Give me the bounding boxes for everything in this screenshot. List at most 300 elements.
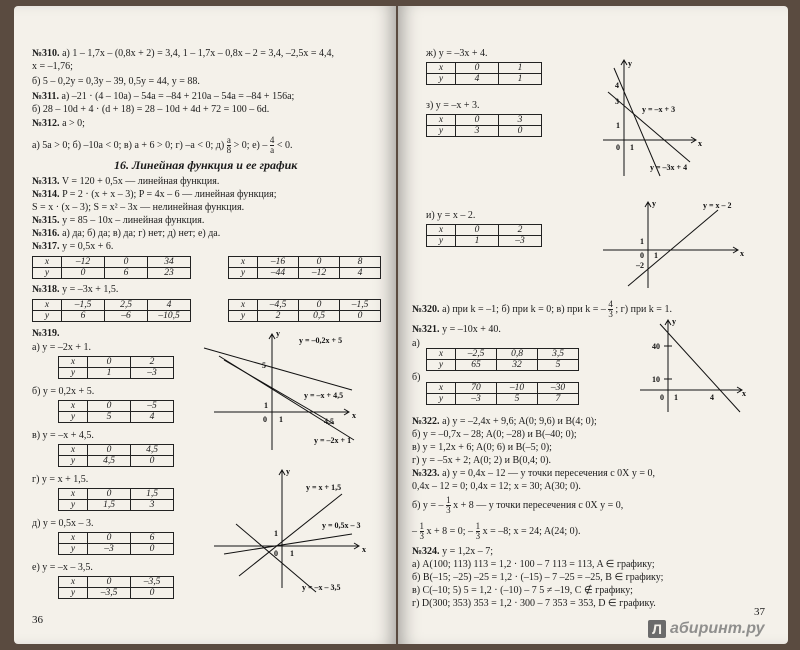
- task-text: ; г) при k = 1.: [615, 303, 672, 315]
- task-323-c: [412, 522, 581, 541]
- table-cell: 0: [88, 357, 131, 368]
- axis-label: y: [652, 199, 656, 208]
- table-cell: –5: [131, 401, 174, 412]
- table-row: [59, 588, 174, 599]
- table-cell: 4: [340, 268, 381, 279]
- table-row: [59, 500, 174, 511]
- table-cell: 0,5: [299, 311, 340, 322]
- table-row: [427, 74, 542, 85]
- tick-label: 3: [615, 97, 619, 106]
- table-cell: –1,5: [340, 300, 381, 311]
- table-cell: 0: [131, 588, 174, 599]
- table-cell: y: [59, 456, 88, 467]
- value-table-317-2: [228, 256, 381, 279]
- table-cell: y: [59, 544, 88, 555]
- numerator: 4: [269, 135, 275, 145]
- tick-label: 1: [616, 121, 620, 130]
- table-cell: y: [427, 126, 456, 137]
- table-cell: 2: [131, 357, 174, 368]
- line-y-neg0.2x-plus5: [204, 348, 352, 390]
- table-cell: y: [427, 236, 456, 247]
- text: x + 8 — у точки пересечения с 0X y = 0,: [453, 499, 624, 511]
- task-319-e: е) y = –x – 3,5.: [32, 562, 93, 573]
- table-cell: 23: [148, 268, 191, 279]
- table-cell: 6: [62, 311, 105, 322]
- task-319-number: №319.: [32, 328, 60, 339]
- task-text: y = 1,2x – 7;: [442, 546, 493, 557]
- table-cell: 32: [497, 360, 538, 371]
- table-row: [427, 225, 542, 236]
- task-text: V = 120 + 0,5x — линейная функция.: [61, 176, 220, 187]
- denominator: 3: [446, 505, 451, 515]
- task-312-line1: [32, 118, 85, 130]
- task-314-line1: [32, 189, 277, 201]
- text: –: [412, 525, 417, 537]
- table-row: [59, 577, 174, 588]
- table-row: [59, 357, 174, 368]
- tick-label: 1: [674, 393, 678, 402]
- task-number: №317.: [32, 241, 60, 252]
- line-y-x-minus2: [628, 210, 718, 286]
- table-cell: y: [33, 311, 62, 322]
- denominator: a: [270, 145, 275, 155]
- table-cell: y: [427, 360, 456, 371]
- table-cell: x: [229, 257, 258, 268]
- task-number: №320.: [412, 303, 440, 315]
- tick-label: 1: [290, 549, 294, 558]
- table-cell: x: [59, 533, 88, 544]
- axis-label: y: [276, 329, 280, 338]
- tick-label: 4: [710, 393, 714, 402]
- axis-label: x: [362, 545, 366, 554]
- task-319-b: б) y = 0,2x + 5.: [32, 386, 95, 397]
- value-table-319-v: [58, 444, 174, 467]
- table-cell: –3,5: [131, 577, 174, 588]
- page-number: 37: [754, 606, 765, 618]
- table-cell: 0: [499, 126, 542, 137]
- table-cell: –3: [131, 368, 174, 379]
- table-cell: –10,5: [148, 311, 191, 322]
- numerator: 4: [608, 299, 613, 309]
- tick-label: 0: [640, 251, 644, 260]
- table-cell: 0: [131, 544, 174, 555]
- table-cell: x: [59, 401, 88, 412]
- value-table-319-a: [58, 356, 174, 379]
- task-315: [32, 215, 204, 227]
- table-cell: y: [59, 588, 88, 599]
- table-cell: x: [427, 349, 456, 360]
- task-316: [32, 228, 220, 240]
- table-row: [59, 489, 174, 500]
- table-cell: 0: [131, 456, 174, 467]
- table-row: [229, 257, 381, 268]
- denominator: 8: [226, 145, 232, 155]
- table-row: [427, 236, 542, 247]
- table-row: [59, 544, 174, 555]
- table-cell: 3: [131, 500, 174, 511]
- task-314-line2: S = x · (x – 3); S = x² – 3x — нелинейная функция.: [32, 202, 245, 213]
- task-number: №315.: [32, 215, 60, 226]
- task-number: №324.: [412, 546, 440, 557]
- table-row: [59, 456, 174, 467]
- graph-label: y = –x + 4,5: [304, 391, 344, 400]
- task-text: а) y = –2,4x + 9,6; A(0; 9,6) и B(4; 0);: [442, 416, 597, 427]
- task-321: [412, 324, 501, 336]
- table-cell: x: [33, 257, 62, 268]
- table-cell: 6: [131, 533, 174, 544]
- table-row: [427, 63, 542, 74]
- task-321-a: а): [412, 338, 420, 349]
- graph-label: y = –3x + 4: [650, 163, 688, 172]
- task-number: №318.: [32, 284, 60, 295]
- table-cell: –16: [258, 257, 299, 268]
- task-319-zh: ж) y = –3x + 4.: [426, 48, 488, 59]
- graph-319-gde: [194, 466, 384, 596]
- task-324: [412, 546, 493, 558]
- table-cell: 0: [88, 577, 131, 588]
- task-319-i: и) y = x – 2.: [426, 210, 476, 221]
- table-cell: 6: [105, 268, 148, 279]
- graph-319-abv: [184, 328, 384, 458]
- table-cell: 3,5: [538, 349, 579, 360]
- tick-label: 1: [274, 529, 278, 538]
- table-row: [427, 126, 542, 137]
- table-cell: 0: [62, 268, 105, 279]
- tick-label: 1: [279, 415, 283, 424]
- table-cell: y: [427, 74, 456, 85]
- value-table-319-z: [426, 114, 542, 137]
- table-cell: 0: [456, 115, 499, 126]
- table-cell: x: [427, 115, 456, 126]
- table-cell: 0: [88, 401, 131, 412]
- task-text: y = –10x + 40.: [442, 324, 501, 335]
- table-cell: 8: [340, 257, 381, 268]
- task-number: №313.: [32, 176, 60, 187]
- task-text: а) y = 0,4x – 12 — у точки пересечения с 0X y = 0,: [442, 468, 655, 479]
- line-y-neg3x-plus4: [614, 68, 660, 176]
- watermark-logo: Л: [648, 620, 666, 638]
- fraction: [270, 136, 275, 155]
- numerator: a: [226, 135, 231, 145]
- text: > 0; е) –: [233, 139, 268, 151]
- table-cell: x: [427, 63, 456, 74]
- table-cell: 0: [88, 533, 131, 544]
- task-323-a: [412, 468, 655, 480]
- graph-319-i: [598, 196, 758, 291]
- table-cell: 7: [538, 394, 579, 405]
- table-cell: 2: [499, 225, 542, 236]
- value-table-321-a: [426, 348, 579, 371]
- task-number: №311.: [32, 91, 59, 102]
- value-table-319-g: [58, 488, 174, 511]
- denominator: 3: [419, 531, 424, 541]
- axis-label: x: [352, 411, 356, 420]
- graph-label: y = –0,2x + 5: [299, 336, 343, 345]
- task-322-v: в) y = 1,2x + 6; A(0; 6) и B(–5; 0);: [412, 442, 552, 453]
- graph-label: y = –2x + 1: [314, 436, 352, 445]
- table-cell: –12: [62, 257, 105, 268]
- table-cell: 0,8: [497, 349, 538, 360]
- fraction: [227, 136, 232, 155]
- table-cell: 4: [456, 74, 499, 85]
- watermark: [648, 618, 788, 640]
- table-row: [59, 445, 174, 456]
- text: а) 5a > 0; б) –10a < 0; в) a + 6 > 0; г) –a < 0; д): [32, 139, 225, 151]
- table-cell: –3: [456, 394, 497, 405]
- numerator: 1: [446, 495, 451, 505]
- table-cell: x: [427, 225, 456, 236]
- table-cell: y: [59, 412, 88, 423]
- table-cell: 3: [499, 115, 542, 126]
- task-text: а) 1 – 1,7x – (0,8x + 2) = 3,4, 1 – 1,7x – 0,8x – 2 = 3,4, –2,5x = 4,4,: [62, 48, 335, 59]
- table-row: [33, 268, 191, 279]
- table-row: [427, 360, 579, 371]
- table-cell: x: [229, 300, 258, 311]
- tick-label: 10: [652, 375, 660, 384]
- value-table-321-b: [426, 382, 579, 405]
- table-cell: 2: [258, 311, 299, 322]
- table-row: [427, 394, 579, 405]
- task-313: [32, 176, 219, 188]
- right-page: [398, 6, 788, 644]
- table-cell: 1: [499, 74, 542, 85]
- graph-label: y = x – 2: [703, 201, 732, 210]
- tick-label: 0: [616, 143, 620, 152]
- task-321-b: б): [412, 372, 421, 383]
- task-text: P = 2 · (x + x – 3); P = 4x – 6 — линейная функция;: [62, 189, 277, 200]
- tick-label: 0: [660, 393, 664, 402]
- table-cell: x: [59, 357, 88, 368]
- table-cell: –12: [299, 268, 340, 279]
- table-cell: –3,5: [88, 588, 131, 599]
- task-319-v: в) y = –x + 4,5.: [32, 430, 94, 441]
- value-table-319-i: [426, 224, 542, 247]
- graph-321: [630, 316, 750, 416]
- table-row: [427, 383, 579, 394]
- task-319-z: з) y = –x + 3.: [426, 100, 480, 111]
- table-row: [229, 300, 381, 311]
- table-cell: 1,5: [88, 500, 131, 511]
- table-cell: 1,5: [131, 489, 174, 500]
- task-310-line3: б) 5 – 0,2y = 0,3y – 39, 0,5y = 44, y = 88.: [32, 76, 200, 87]
- table-cell: 0: [456, 63, 499, 74]
- table-row: [33, 311, 191, 322]
- table-cell: 70: [456, 383, 497, 394]
- table-cell: 0: [88, 445, 131, 456]
- table-row: [59, 368, 174, 379]
- text: б) y = –: [412, 499, 444, 511]
- table-cell: 0: [88, 489, 131, 500]
- task-319-a: а) y = –2x + 1.: [32, 342, 92, 353]
- graph-label: y = –x + 3: [642, 105, 676, 114]
- task-number: №312.: [32, 118, 60, 129]
- tick-label: 1: [630, 143, 634, 152]
- axis-label: x: [742, 389, 746, 398]
- task-319-g: г) y = x + 1,5.: [32, 474, 89, 485]
- task-text: а) да; б) да; в) да; г) нет; д) нет; е) да.: [62, 228, 221, 239]
- table-row: [229, 311, 381, 322]
- task-324-b: б) B(–15; –25) –25 = 1,2 · (–15) – 7 –25 = –25, B ∈ графику;: [412, 572, 664, 583]
- tick-label: 1: [640, 237, 644, 246]
- table-cell: x: [33, 300, 62, 311]
- tick-label: 0: [263, 415, 267, 424]
- task-number: №310.: [32, 48, 60, 59]
- tick-label: 1: [654, 251, 658, 260]
- table-cell: 3: [456, 126, 499, 137]
- axis-label: y: [628, 59, 632, 68]
- task-317: [32, 241, 113, 253]
- table-cell: 1: [499, 63, 542, 74]
- table-cell: x: [59, 489, 88, 500]
- graph-label: y = 0,5x – 3: [322, 521, 361, 530]
- axis-label: y: [672, 317, 676, 326]
- table-cell: 0: [340, 311, 381, 322]
- table-cell: –1,5: [62, 300, 105, 311]
- denominator: 3: [608, 309, 613, 319]
- graph-label: y = x + 1,5: [306, 483, 342, 492]
- task-number: №314.: [32, 189, 60, 200]
- task-text: a > 0;: [62, 118, 85, 129]
- task-318: [32, 284, 118, 296]
- table-cell: 34: [148, 257, 191, 268]
- value-table-318-1: [32, 299, 191, 322]
- table-cell: y: [229, 311, 258, 322]
- watermark-text: абиринт.ру: [670, 620, 765, 637]
- table-cell: x: [59, 445, 88, 456]
- line-y-neg10x-plus40: [660, 324, 740, 412]
- task-number: №316.: [32, 228, 60, 239]
- table-cell: x: [59, 577, 88, 588]
- table-row: [33, 300, 191, 311]
- fraction: [420, 522, 425, 541]
- text: x + 8 = 0; –: [426, 525, 474, 537]
- table-cell: y: [229, 268, 258, 279]
- line-y-negx-plus3: [608, 92, 690, 162]
- table-cell: 1: [88, 368, 131, 379]
- table-row: [427, 115, 542, 126]
- text: x = –8; x = 24; A(24; 0).: [482, 525, 581, 537]
- task-310-line2: x = –1,76;: [32, 61, 73, 72]
- task-text: y = 0,5x + 6.: [62, 241, 114, 252]
- table-cell: 5: [497, 394, 538, 405]
- table-cell: 65: [456, 360, 497, 371]
- denominator: 3: [475, 531, 481, 541]
- table-cell: 0: [299, 300, 340, 311]
- table-cell: –30: [538, 383, 579, 394]
- task-text: y = –3x + 1,5.: [62, 284, 119, 295]
- value-table-318-2: [228, 299, 381, 322]
- table-cell: 0: [299, 257, 340, 268]
- task-text: а) –21 · (4 – 10a) – 54a = –84 + 210a – 54a = –84 + 156a;: [61, 91, 295, 102]
- tick-label: 40: [652, 342, 660, 351]
- fraction: [446, 496, 451, 515]
- table-cell: y: [59, 500, 88, 511]
- task-text: y = 85 – 10x – линейная функция.: [62, 215, 205, 226]
- task-number: №323.: [412, 468, 440, 479]
- task-322-b: б) y = –0,7x – 28; A(0; –28) и B(–40; 0);: [412, 429, 577, 440]
- table-cell: –3: [499, 236, 542, 247]
- table-cell: –44: [258, 268, 299, 279]
- task-323-b: [412, 496, 623, 515]
- table-row: [59, 533, 174, 544]
- table-row: [427, 349, 579, 360]
- table-cell: 0: [105, 257, 148, 268]
- task-323-a2: 0,4x – 12 = 0; 0,4x = 12; x = 30; A(30; 0).: [412, 481, 581, 492]
- table-row: [33, 257, 191, 268]
- value-table-319-e: [58, 576, 174, 599]
- graph-319-zhz: [588, 58, 738, 183]
- value-table-317-1: [32, 256, 191, 279]
- tick-label: 4: [615, 81, 619, 90]
- text: < 0.: [276, 139, 293, 151]
- page-number: 36: [32, 614, 43, 626]
- tick-label: 1: [264, 401, 268, 410]
- table-cell: 2,5: [105, 300, 148, 311]
- left-page: [14, 6, 396, 644]
- axis-label: y: [286, 467, 290, 476]
- table-row: [59, 401, 174, 412]
- table-cell: –3: [88, 544, 131, 555]
- table-cell: –4,5: [258, 300, 299, 311]
- fraction: [476, 522, 481, 541]
- value-table-319-zh: [426, 62, 542, 85]
- task-number: №321.: [412, 324, 440, 335]
- tick-label: 4,5: [324, 417, 334, 426]
- tick-label: –2: [636, 261, 644, 270]
- task-324-v: в) C(–10; 5) 5 = 1,2 · (–10) – 7 5 ≠ –19, C ∉ графику;: [412, 585, 633, 596]
- tick-label: 5: [262, 361, 266, 370]
- task-324-a: а) A(100; 113) 113 = 1,2 · 100 – 7 113 = 113, A ∈ графику;: [412, 559, 655, 570]
- table-cell: y: [427, 394, 456, 405]
- numerator: 1: [419, 521, 424, 531]
- axis-label: x: [698, 139, 702, 148]
- table-cell: 1: [456, 236, 499, 247]
- task-311-line1: [32, 91, 294, 103]
- value-table-319-d: [58, 532, 174, 555]
- table-cell: y: [59, 368, 88, 379]
- table-cell: 4,5: [131, 445, 174, 456]
- table-row: [229, 268, 381, 279]
- table-cell: –10: [497, 383, 538, 394]
- task-311-line2: б) 28 – 10d + 4 · (d + 18) = 28 – 10d + 4d + 72 = 100 – 6d.: [32, 104, 270, 115]
- task-310-line1: [32, 48, 334, 60]
- task-319-d: д) y = 0,5x – 3.: [32, 518, 94, 529]
- table-cell: 4: [148, 300, 191, 311]
- table-cell: –2,5: [456, 349, 497, 360]
- line-y-x-plus1.5: [239, 494, 342, 576]
- axis-label: x: [740, 249, 744, 258]
- value-table-319-b: [58, 400, 174, 423]
- table-row: [59, 412, 174, 423]
- task-322-g: г) y = –5x + 2; A(0; 2) и B(0,4; 0).: [412, 455, 552, 466]
- graph-label: y = –x – 3,5: [302, 583, 341, 592]
- table-cell: 5: [538, 360, 579, 371]
- table-cell: –6: [105, 311, 148, 322]
- task-324-g: г) D(300; 353) 353 = 1,2 · 300 – 7 353 = 353, D ∈ графику.: [412, 598, 656, 609]
- task-312-line2: [32, 136, 292, 155]
- task-text: а) при k = –1; б) при k = 0; в) при k = –: [442, 303, 606, 315]
- task-number: №322.: [412, 416, 440, 427]
- section-title: 16. Линейная функция и ее график: [114, 158, 298, 172]
- table-cell: x: [427, 383, 456, 394]
- table-cell: 4,5: [88, 456, 131, 467]
- table-cell: 5: [88, 412, 131, 423]
- table-cell: 0: [456, 225, 499, 236]
- table-cell: 4: [131, 412, 174, 423]
- numerator: 1: [475, 521, 481, 531]
- table-cell: y: [33, 268, 62, 279]
- task-322-a: [412, 416, 597, 428]
